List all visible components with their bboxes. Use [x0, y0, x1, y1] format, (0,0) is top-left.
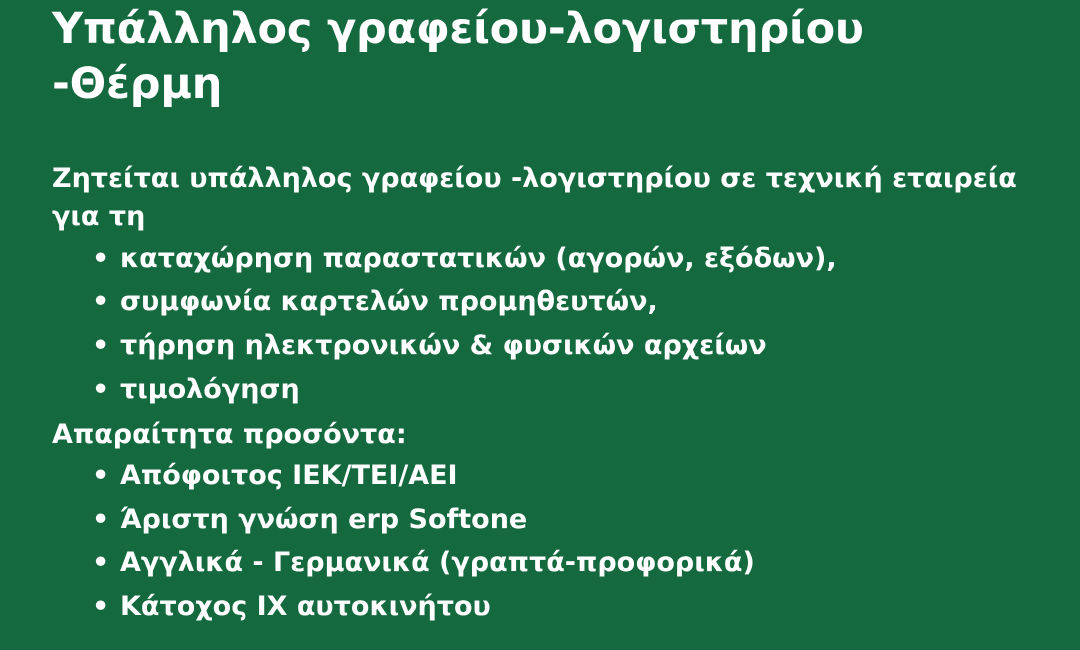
- list-item-label: καταχώρηση παραστατικών (αγορών, εξόδων),: [120, 242, 837, 274]
- bullet-icon: •: [92, 459, 110, 491]
- requirements-list: [52, 454, 1028, 629]
- bullet-icon: •: [92, 503, 110, 535]
- bullet-icon: •: [92, 286, 110, 318]
- list-item: [86, 280, 1028, 324]
- list-item: [86, 454, 1028, 498]
- list-item-label: τήρηση ηλεκτρονικών & φυσικών αρχείων: [120, 330, 767, 362]
- list-item: [86, 585, 1028, 629]
- list-item: [86, 237, 1028, 281]
- list-item-label: συμφωνία καρτελών προμηθευτών,: [120, 286, 658, 318]
- list-item-label: Άριστη γνώση erp Softone: [120, 503, 528, 535]
- list-item: [86, 324, 1028, 368]
- list-item-label: τιμολόγηση: [120, 373, 300, 405]
- bullet-icon: •: [92, 591, 110, 623]
- list-item: [86, 541, 1028, 585]
- bullet-icon: •: [92, 547, 110, 579]
- requirements-heading: Απαραίτητα προσόντα:: [52, 418, 407, 450]
- list-item: [86, 498, 1028, 542]
- duties-list: [52, 237, 1028, 412]
- list-item: [86, 368, 1028, 412]
- list-item-label: Κάτοχος ΙΧ αυτοκινήτου: [120, 591, 491, 623]
- list-item-label: Αγγλικά - Γερμανικά (γραπτά-προφορικά): [120, 547, 755, 579]
- bullet-icon: •: [92, 330, 110, 362]
- bullet-icon: •: [92, 242, 110, 274]
- bullet-icon: •: [92, 373, 110, 405]
- intro-paragraph: Ζητείται υπάλληλος γραφείου -λογιστηρίου σε τεχνική εταιρεία για τη: [52, 163, 1017, 233]
- list-item-label: Απόφοιτος ΙΕΚ/ΤΕΙ/ΑΕΙ: [120, 459, 458, 491]
- page-title: Υπάλληλος γραφείου-λογιστηρίου -Θέρμη: [52, 4, 864, 110]
